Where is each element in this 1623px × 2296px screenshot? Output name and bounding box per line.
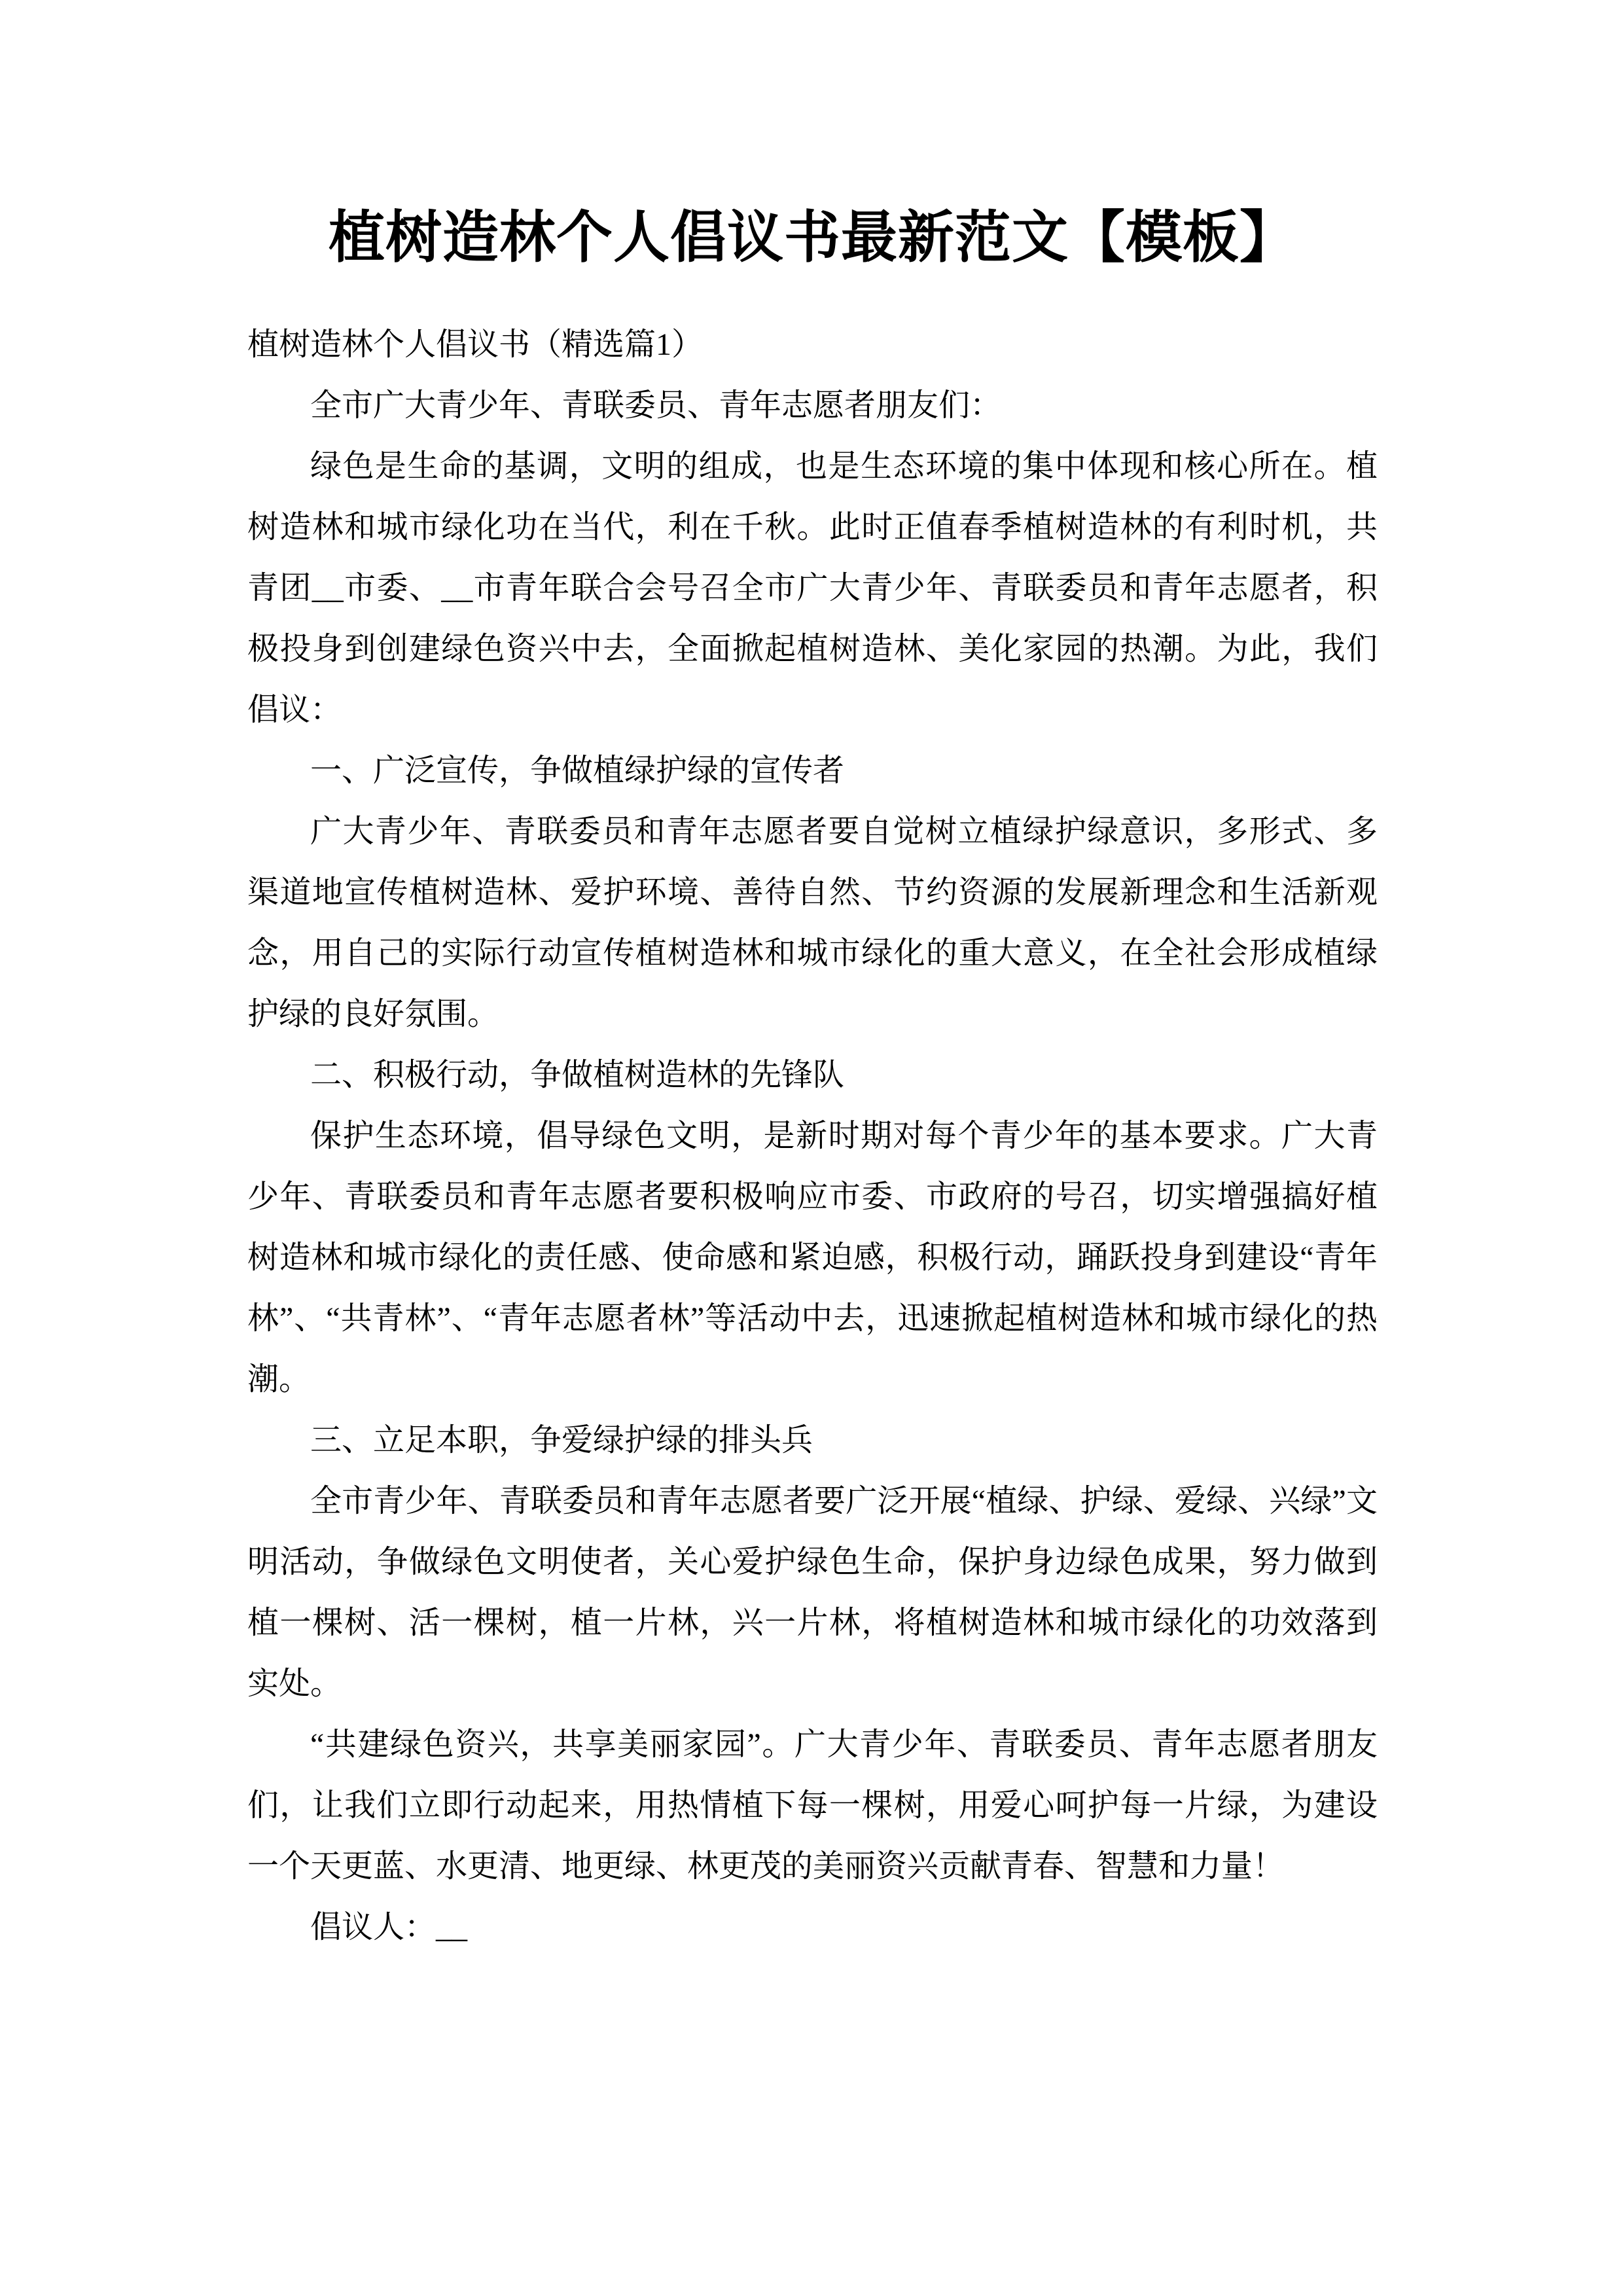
paragraph-intro: 绿色是生命的基调，文明的组成，也是生态环境的集中体现和核心所在。植树造林和城市绿化功在当代，利在千秋。此时正值春季植树造林的有利时机，共青团__市委、__市青年联合会号召全市广大青少年、青联委员和青年志愿者，积极投身到创建绿色资兴中去，全面掀起植树造林、美化家园的热潮。为此，我们倡议： [247,449,1378,727]
salutation-line: 全市广大青少年、青联委员、青年志愿者朋友们： [310,388,1002,423]
section-heading-one: 一、广泛宣传，争做植绿护绿的宣传者 [310,753,845,788]
paragraph-section-three: 全市青少年、青联委员和青年志愿者要广泛开展“植绿、护绿、爱绿、兴绿”文明活动，争做绿色文明使者，关心爱护绿色生命，保护身边绿色成果，努力做到植一棵树、活一棵树，植一片林，兴一片林，将植树造林和城市绿化的功效落到实处。 [247,1484,1378,1701]
paragraph-section-two: 保护生态环境，倡导绿色文明，是新时期对每个青少年的基本要求。广大青少年、青联委员和青年志愿者要积极响应市委、市政府的号召，切实增强搞好植树造林和城市绿化的责任感、使命感和紧迫感，积极行动，踊跃投身到建设“青年林”、“共青林”、“青年志愿者林”等活动中去，迅速掀起植树造林和城市绿化的热潮。 [247,1119,1378,1397]
section-heading-three: 三、立足本职，争爱绿护绿的排头兵 [310,1423,813,1458]
signature-line: 倡议人：__ [310,1910,468,1945]
page-title: 植树造林个人倡议书最新范文【模板】 [329,206,1296,269]
paragraph-section-one: 广大青少年、青联委员和青年志愿者要自觉树立植绿护绿意识，多形式、多渠道地宣传植树造林、爱护环境、善待自然、节约资源的发展新理念和生活新观念，用自己的实际行动宣传植树造林和城市绿化的重大意义，在全社会形成植绿护绿的良好氛围。 [247,814,1378,1031]
document-body [247,314,1378,1958]
document-subtitle: 植树造林个人倡议书（精选篇1） [247,327,704,362]
paragraph-closing: “共建绿色资兴，共享美丽家园”。广大青少年、青联委员、青年志愿者朋友们，让我们立即行动起来，用热情植下每一棵树，用爱心呵护每一片绿，为建设一个天更蓝、水更清、地更绿、林更茂的美丽资兴贡献青春、智慧和力量！ [247,1727,1378,1884]
section-heading-two: 二、积极行动，争做植树造林的先锋队 [310,1058,845,1092]
